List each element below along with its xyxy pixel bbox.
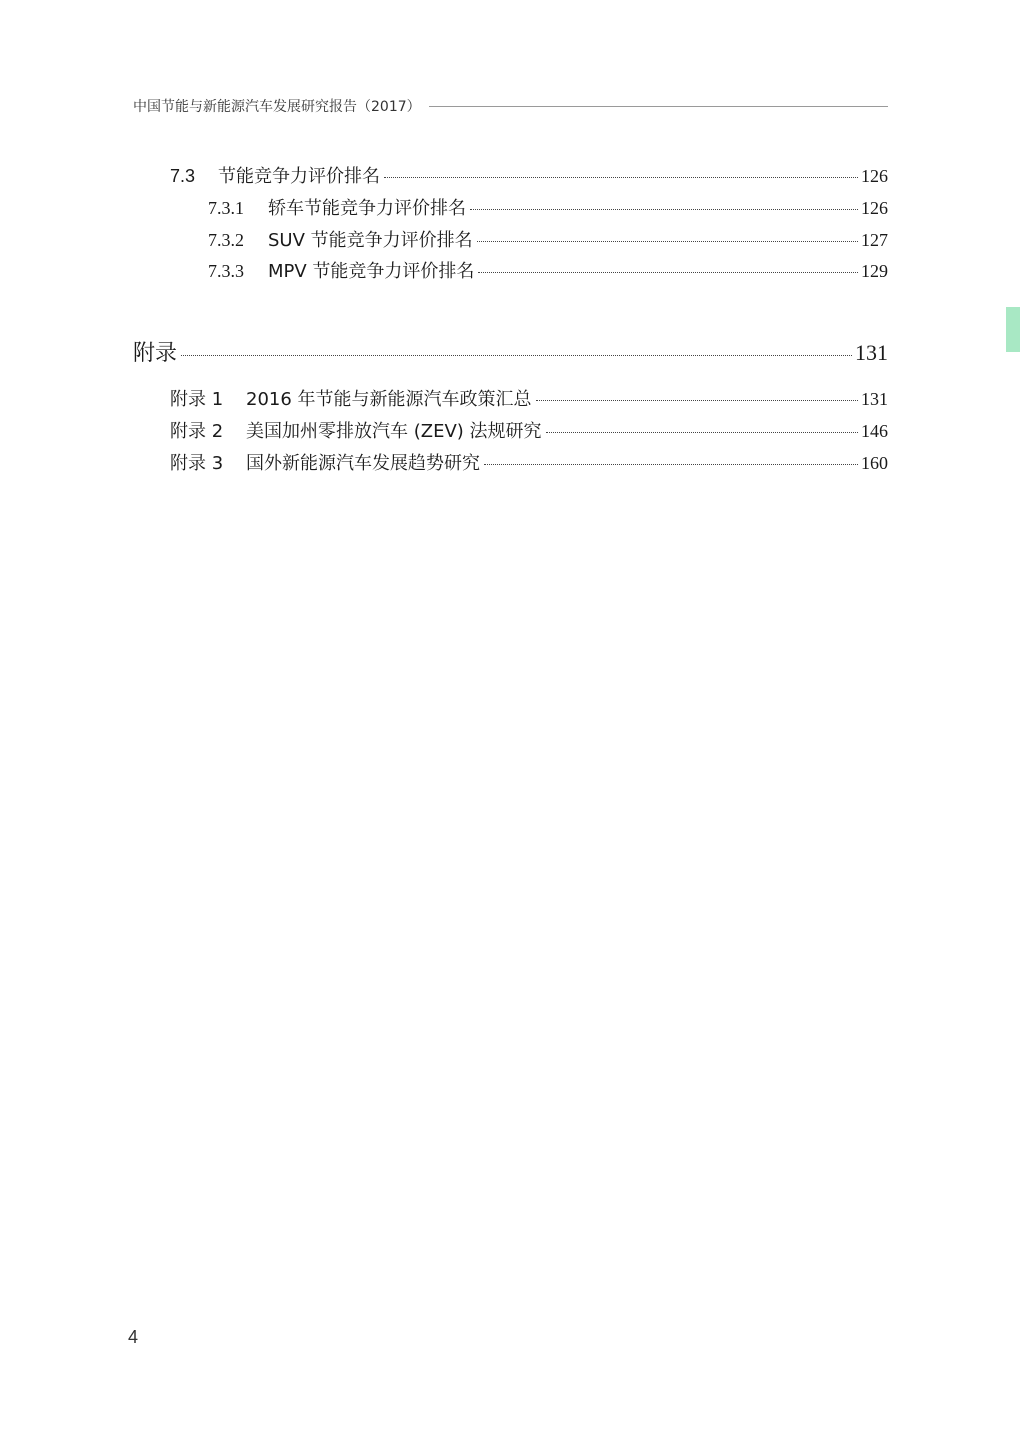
toc-entry-title: 轿车节能竞争力评价排名 <box>268 198 466 219</box>
toc-entry-page: 160 <box>861 453 888 473</box>
toc-entry-7-3-1[interactable] <box>208 194 888 220</box>
toc-leader-dots <box>181 355 852 356</box>
toc-entry-title: 节能竞争力评价排名 <box>218 166 380 187</box>
toc-entry-page: 127 <box>861 230 888 250</box>
toc-entry-title: 国外新能源汽车发展趋势研究 <box>246 453 480 474</box>
section-tab-marker <box>1006 307 1020 352</box>
toc-entry-title: MPV 节能竞争力评价排名 <box>268 261 475 282</box>
toc-entry-appendix-1[interactable] <box>170 385 888 411</box>
toc-entry-7-3-2[interactable] <box>208 226 888 252</box>
toc-entry-7-3-3[interactable] <box>208 257 888 283</box>
header-title: 中国节能与新能源汽车发展研究报告（2017） <box>133 99 421 115</box>
toc-entry-title: 附录 <box>133 341 178 366</box>
toc-leader-dots <box>470 209 858 210</box>
running-header <box>133 96 888 116</box>
toc-leader-dots <box>484 464 858 465</box>
toc-leader-dots <box>546 432 858 433</box>
toc-entry-number: 附录 1 <box>170 389 224 410</box>
toc-entry-title: 2016 年节能与新能源汽车政策汇总 <box>246 389 532 410</box>
toc-leader-dots <box>384 177 858 178</box>
toc-entry-appendix-3[interactable] <box>170 449 888 475</box>
toc-entry-number: 7.3.1 <box>208 198 244 218</box>
toc-leader-dots <box>478 272 858 273</box>
toc-entry-number: 附录 2 <box>170 421 224 442</box>
toc-entry-page: 146 <box>861 421 888 441</box>
toc-entry-7-3[interactable] <box>170 162 888 188</box>
toc-entry-page: 126 <box>861 198 888 218</box>
toc-leader-dots <box>477 241 858 242</box>
toc-entry-title: SUV 节能竞争力评价排名 <box>268 230 473 251</box>
toc-entry-number: 7.3.3 <box>208 261 244 281</box>
toc-entry-title: 美国加州零排放汽车 (ZEV) 法规研究 <box>246 421 542 442</box>
toc-entry-page: 131 <box>861 389 888 409</box>
page-number: 4 <box>128 1327 139 1347</box>
toc-entry-appendix[interactable] <box>133 336 888 367</box>
toc-entry-page: 126 <box>861 166 888 186</box>
toc-entry-page: 129 <box>861 261 888 281</box>
toc-entry-appendix-2[interactable] <box>170 417 888 443</box>
toc-leader-dots <box>536 400 858 401</box>
toc-entry-number: 7.3.2 <box>208 230 244 250</box>
toc-entry-page: 131 <box>855 340 888 365</box>
toc-entry-number: 附录 3 <box>170 453 224 474</box>
toc-entry-number: 7.3 <box>170 166 196 186</box>
header-rule <box>429 106 888 107</box>
